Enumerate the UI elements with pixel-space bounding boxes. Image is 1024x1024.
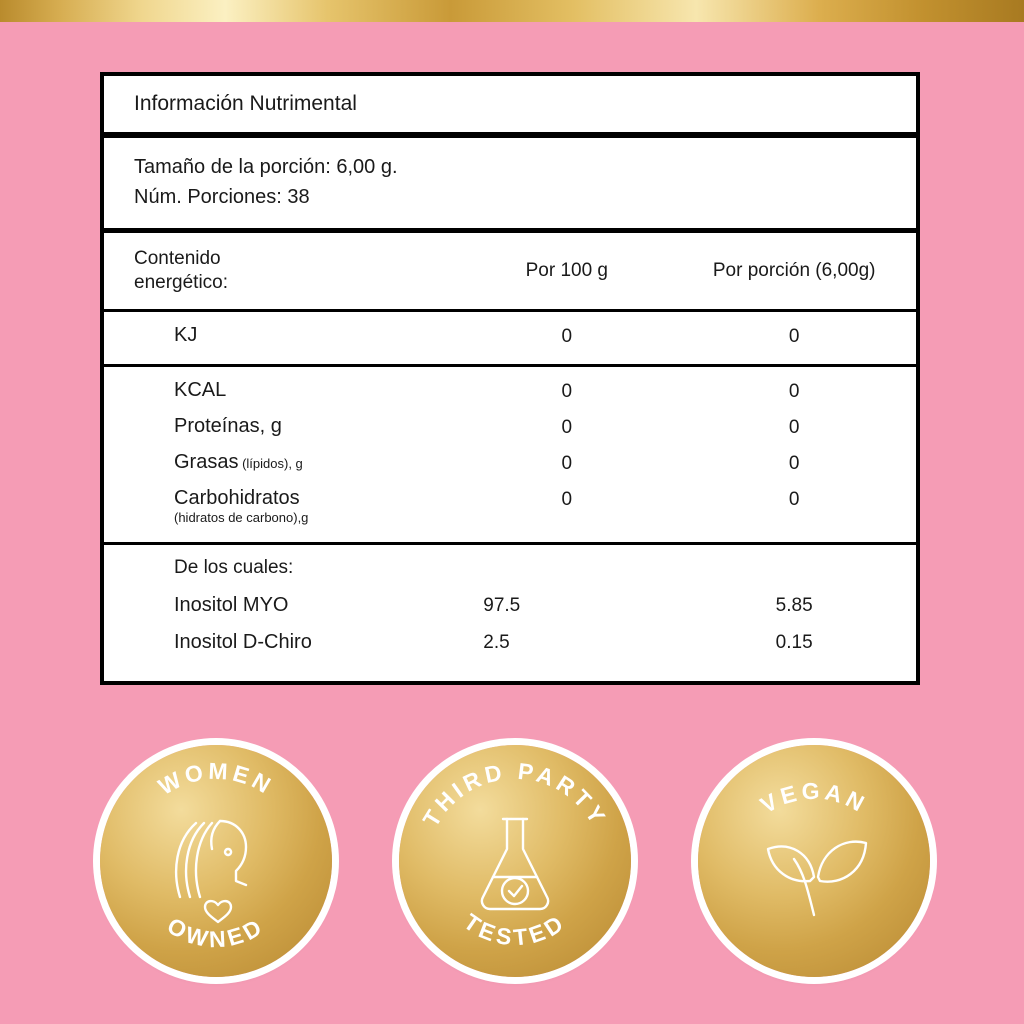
table-row [104, 587, 916, 624]
nutrient-per-100g: 97.5 [483, 594, 521, 616]
header-col-per-serving: Por porción (6,00g) [712, 259, 876, 281]
nutrient-name: KJ [174, 323, 198, 346]
badge-vegan-graphic [698, 745, 930, 977]
nutrient-name [104, 451, 461, 474]
badge-label-top: THIRD PARTY [417, 757, 613, 832]
nutrient-per-serving: 0.15 [775, 631, 813, 653]
badge-third-party-tested-graphic [399, 745, 631, 977]
badge-third-party-tested [399, 745, 631, 977]
nutrient-per-100g: 2.5 [483, 631, 510, 653]
nutrient-per-serving: 0 [788, 416, 800, 438]
header-energy-line1: Contenido [134, 248, 221, 269]
nutrient-name: Proteínas, g [174, 414, 282, 437]
table-row [104, 373, 916, 409]
nutrient-name-sub: (hidratos de carbono),g [174, 509, 309, 525]
nutrient-per-100g: 0 [561, 325, 573, 347]
nutrient-per-serving: 0 [788, 452, 800, 474]
badge-women-owned-graphic [100, 745, 332, 977]
table-row [104, 409, 916, 445]
leaf-icon [768, 842, 866, 915]
certification-badges [100, 745, 930, 995]
nutrient-name-main: Carbohidratos [174, 486, 300, 509]
nutrient-name: Inositol D-Chiro [174, 631, 312, 654]
woman-hair-heart-icon [176, 821, 246, 922]
panel-title: Información Nutrimental [104, 76, 916, 138]
nutrient-name-sub: (lípidos), g [238, 455, 303, 471]
nutrient-main-block [104, 367, 916, 546]
table-row [104, 624, 916, 661]
nutrient-per-serving: 0 [788, 325, 800, 347]
nutrient-per-serving: 0 [788, 380, 800, 402]
header-col-per-100g: Por 100 g [525, 259, 609, 281]
nutrient-kj-block [104, 312, 916, 367]
table-row [104, 318, 916, 354]
badge-vegan [698, 745, 930, 977]
nutrient-per-100g: 0 [561, 452, 573, 474]
badge-label-top: WOMEN [153, 757, 279, 801]
nutrient-name-main: Grasas [174, 450, 239, 473]
nutrient-per-100g: 0 [561, 416, 573, 438]
header-energy-line2: energético: [134, 271, 229, 293]
badge-label-bottom: TESTED [459, 908, 571, 951]
table-row [104, 445, 916, 481]
serving-info [104, 138, 916, 233]
flask-check-icon [482, 819, 548, 909]
nutrition-panel [100, 72, 920, 685]
header-energy-label [104, 247, 461, 295]
table-header [104, 233, 916, 312]
nutrient-per-100g: 0 [561, 380, 573, 402]
nutrient-name: KCAL [174, 378, 227, 401]
badge-label-bottom: OWNED [162, 912, 270, 953]
nutrient-name [104, 487, 461, 527]
subsection-of-which [104, 545, 916, 681]
badge-label-top: VEGAN [755, 777, 873, 819]
nutrient-per-serving: 0 [788, 488, 800, 510]
nutrient-name: Inositol MYO [174, 594, 289, 617]
gold-top-bar [0, 0, 1024, 22]
servings-per-container: Núm. Porciones: 38 [134, 186, 310, 208]
badge-women-owned [100, 745, 332, 977]
nutrient-per-100g: 0 [561, 488, 573, 510]
nutrient-per-serving: 5.85 [775, 594, 813, 616]
serving-size: Tamaño de la porción: 6,00 g. [134, 156, 398, 178]
table-row [104, 481, 916, 533]
subsection-heading: De los cuales: [174, 557, 294, 579]
